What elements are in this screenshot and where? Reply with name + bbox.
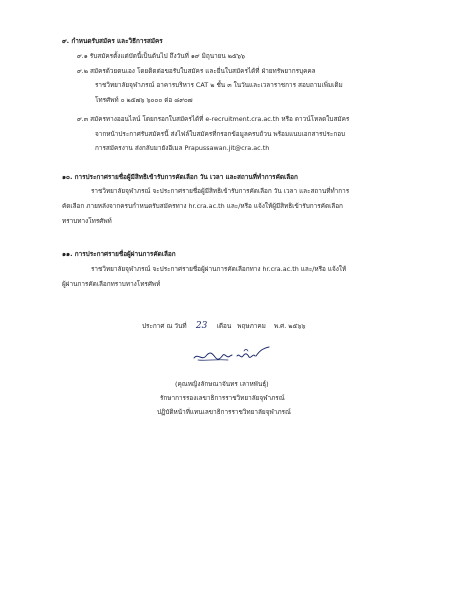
signatory-title1: รักษาการรองเลขาธิการราชวิทยาลัยจุฬาภรณ์ [160,394,285,402]
announce-year: พ.ศ. ๒๕๖๖ [273,322,306,330]
section10-line2: คัดเลือก ภายหลังจากครบกำหนดรับสมัครทาง hr.cra.ac.th และ/หรือ แจ้งให้ผู้มีสิทธิเข้ารับการคัดเลือก [62,202,343,210]
section9-item2-line2: ราชวิทยาลัยจุฬาภรณ์ อาคารบริหาร CAT ๒ ชั้น ๓ ในวันและเวลาราชการ สอบถามเพิ่มเติม [95,81,343,89]
section10-line1: ราชวิทยาลัยจุฬาภรณ์ จะประกาศรายชื่อผู้มีสิทธิเข้ารับการคัดเลือก วัน เวลา และสถานที่ทำการ [91,187,350,195]
section9-item3-line2: จากหน้าประกาศรับสมัครนี้ ส่งไฟล์ใบสมัครที่กรอกข้อมูลครบถ้วน พร้อมแนบเอกสารประกอบ [95,130,346,138]
announce-month-prefix: เดือน [216,322,232,330]
announce-date-line [142,322,305,330]
section9-item1: ๙.๑ รับสมัครตั้งแต่บัดนี้เป็นต้นไป ถึงวันที่ ๑๙ มิถุนายน ๒๕๖๖ [77,52,245,60]
section10-line3: ทราบทางโทรศัพท์ [62,217,112,225]
signature-image [192,344,272,366]
section9-item2-line1: ๙.๒ สมัครด้วยตนเอง โดยติดต่อขอรับใบสมัคร และยื่นใบสมัครได้ที่ ฝ่ายทรัพยากรบุคคล [77,67,316,75]
section9-heading: ๙. กำหนดรับสมัคร และวิธีการสมัคร [62,37,163,45]
announce-prefix: ประกาศ ณ วันที่ [142,322,187,330]
section11-heading: ๑๑. การประกาศรายชื่อผู้ผ่านการคัดเลือก [62,250,176,258]
announce-month: พฤษภาคม [237,322,266,330]
signatory-name: (คุณหญิงลักษณาจันทร เลาหพันธุ์) [175,380,269,388]
section9-item3-line3: การสมัครงาน ส่งกลับมายังอีเมล Prapussawan.jit@cra.ac.th [95,144,270,152]
section10-heading: ๑๐. การประกาศรายชื่อผู้มีสิทธิเข้ารับการคัดเลือก วัน เวลา และสถานที่ทำการคัดเลือก [62,173,298,181]
section9-item3-line1: ๙.๓ สมัครทางออนไลน์ โดยกรอกใบสมัครได้ที่ e-recruitment.cra.ac.th หรือ ดาวน์โหลดใบสมัคร [77,115,350,123]
announce-day-handwritten: 23 [195,321,208,331]
signatory-title2: ปฏิบัติหน้าที่แทนเลขาธิการราชวิทยาลัยจุฬาภรณ์ [157,408,291,416]
section9-item2-line3: โทรศัพท์ ๐ ๒๕๗๖ ๖๐๐๐ ต่อ ๘๙๐๗ [95,96,193,104]
section11-line2: ผู้ผ่านการคัดเลือกทราบทางโทรศัพท์ [62,280,161,288]
section11-line1: ราชวิทยาลัยจุฬาภรณ์ จะประกาศรายชื่อผู้ผ่านการคัดเลือกทาง hr.cra.ac.th และ/หรือ แจ้งให้ [91,265,347,273]
